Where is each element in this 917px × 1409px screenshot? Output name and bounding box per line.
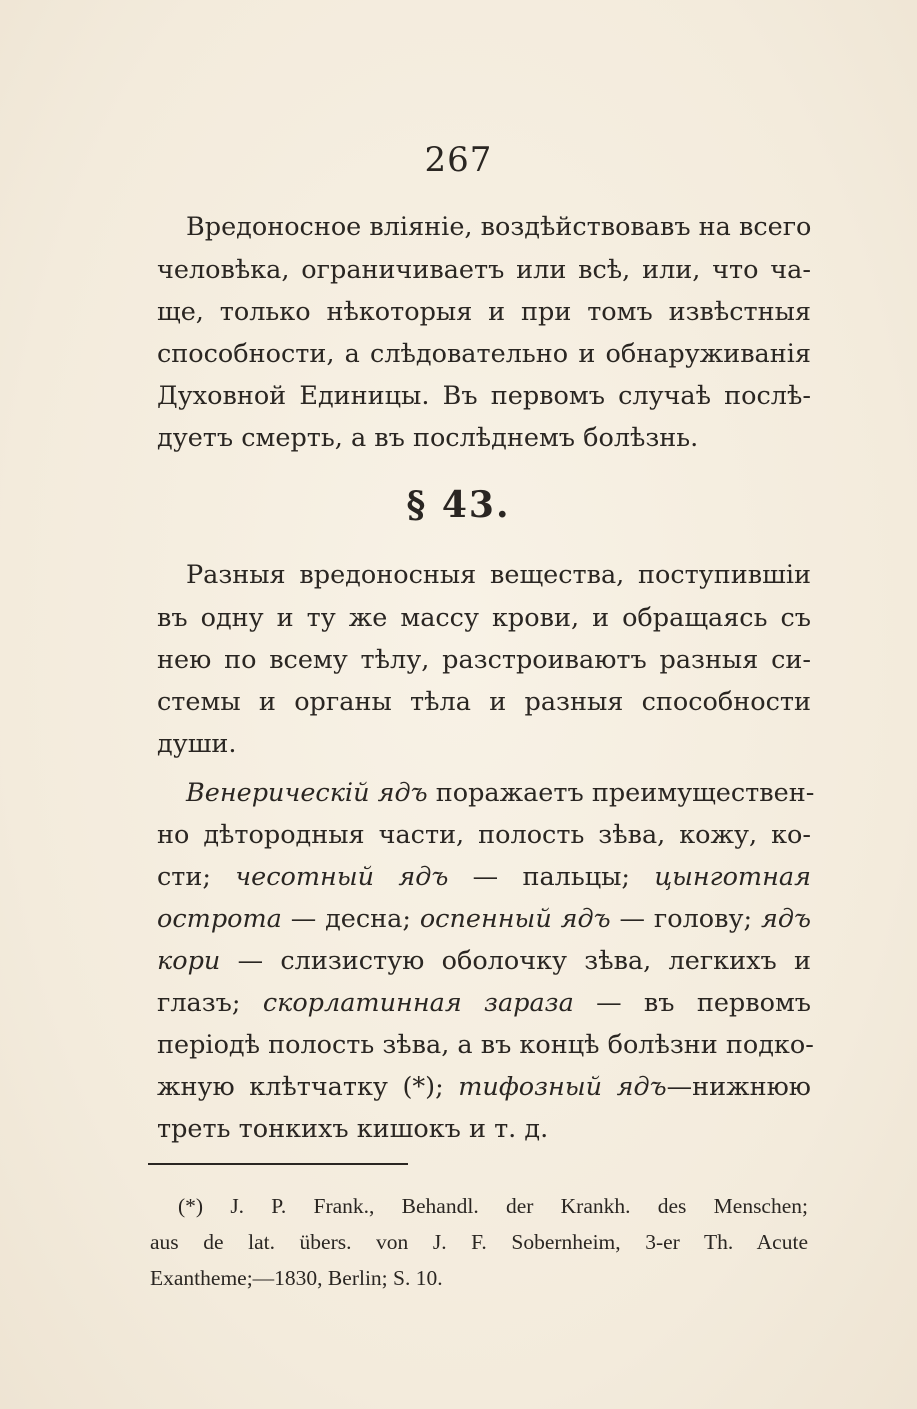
- text-line: Вредоносное влiянiе, воздѣйствовавъ на всего: [186, 212, 812, 242]
- text-line: нею по всему тѣлу, разстроиваютъ разныя си-: [157, 645, 811, 675]
- italic-term: чесотный ядъ: [235, 862, 449, 892]
- footnote-line: Exantheme;—1830, Berlin; S. 10.: [150, 1266, 443, 1290]
- italic-term: кори: [157, 946, 221, 976]
- text-line: глазъ; скорлатинная зараза — въ первомъ: [157, 988, 812, 1018]
- italic-term: цынготная: [654, 862, 811, 892]
- text-line: перiодѣ полость зѣва, а въ концѣ болѣзни подко-: [157, 1030, 814, 1060]
- text-line: ще, только нѣкоторыя и при томъ извѣстныя: [157, 297, 811, 327]
- text-line: но дѣтородныя части, полость зѣва, кожу, ко-: [157, 820, 811, 850]
- text-line: треть тонкихъ кишокъ и т. д.: [157, 1114, 549, 1144]
- text-line: Разныя вредоносныя вещества, поступившiи: [186, 560, 811, 590]
- text-line: способности, а слѣдовательно и обнаруживанiя: [157, 339, 811, 369]
- text-line: дуетъ смерть, а въ послѣднемъ болѣзнь.: [157, 423, 699, 453]
- text-line: стемы и органы тѣла и разныя способности: [157, 687, 811, 717]
- footnote-line: (*) J. P. Frank., Behandl. der Krankh. des Menschen;: [178, 1194, 808, 1218]
- text-line: жную клѣтчатку (*); тифозный ядъ—нижнюю: [157, 1072, 811, 1102]
- italic-term: скорлатинная зараза: [262, 988, 574, 1018]
- italic-term: тифозный ядъ: [458, 1072, 667, 1102]
- page-number: 267: [424, 140, 493, 180]
- italic-term: Венерическiй ядъ: [186, 778, 428, 808]
- text-line: сти; чесотный ядъ — пальцы; цынготная: [157, 862, 811, 892]
- text-line: человѣка, ограничиваетъ или всѣ, или, что ча-: [157, 255, 811, 285]
- italic-term: оспенный ядъ: [419, 904, 611, 934]
- footnote-divider: [148, 1163, 408, 1165]
- text-line: Духовной Единицы. Въ первомъ случаѣ послѣ-: [157, 381, 811, 411]
- text-line: острота — десна; оспенный ядъ — голову; ядъ: [157, 904, 811, 934]
- text-line: Венерическiй ядъ поражаетъ преимуществен-: [186, 778, 815, 808]
- section-heading: § 43.: [406, 484, 511, 526]
- footnote-line: aus de lat. übers. von J. F. Sobernheim, 3-er Th. Acute: [150, 1230, 808, 1254]
- text-line: кори — слизистую оболочку зѣва, легкихъ и: [157, 946, 811, 976]
- text-line: души.: [157, 729, 237, 759]
- italic-term: ядъ: [760, 904, 811, 934]
- italic-term: острота: [157, 904, 282, 934]
- text-line: въ одну и ту же массу крови, и обращаясь съ: [157, 603, 811, 633]
